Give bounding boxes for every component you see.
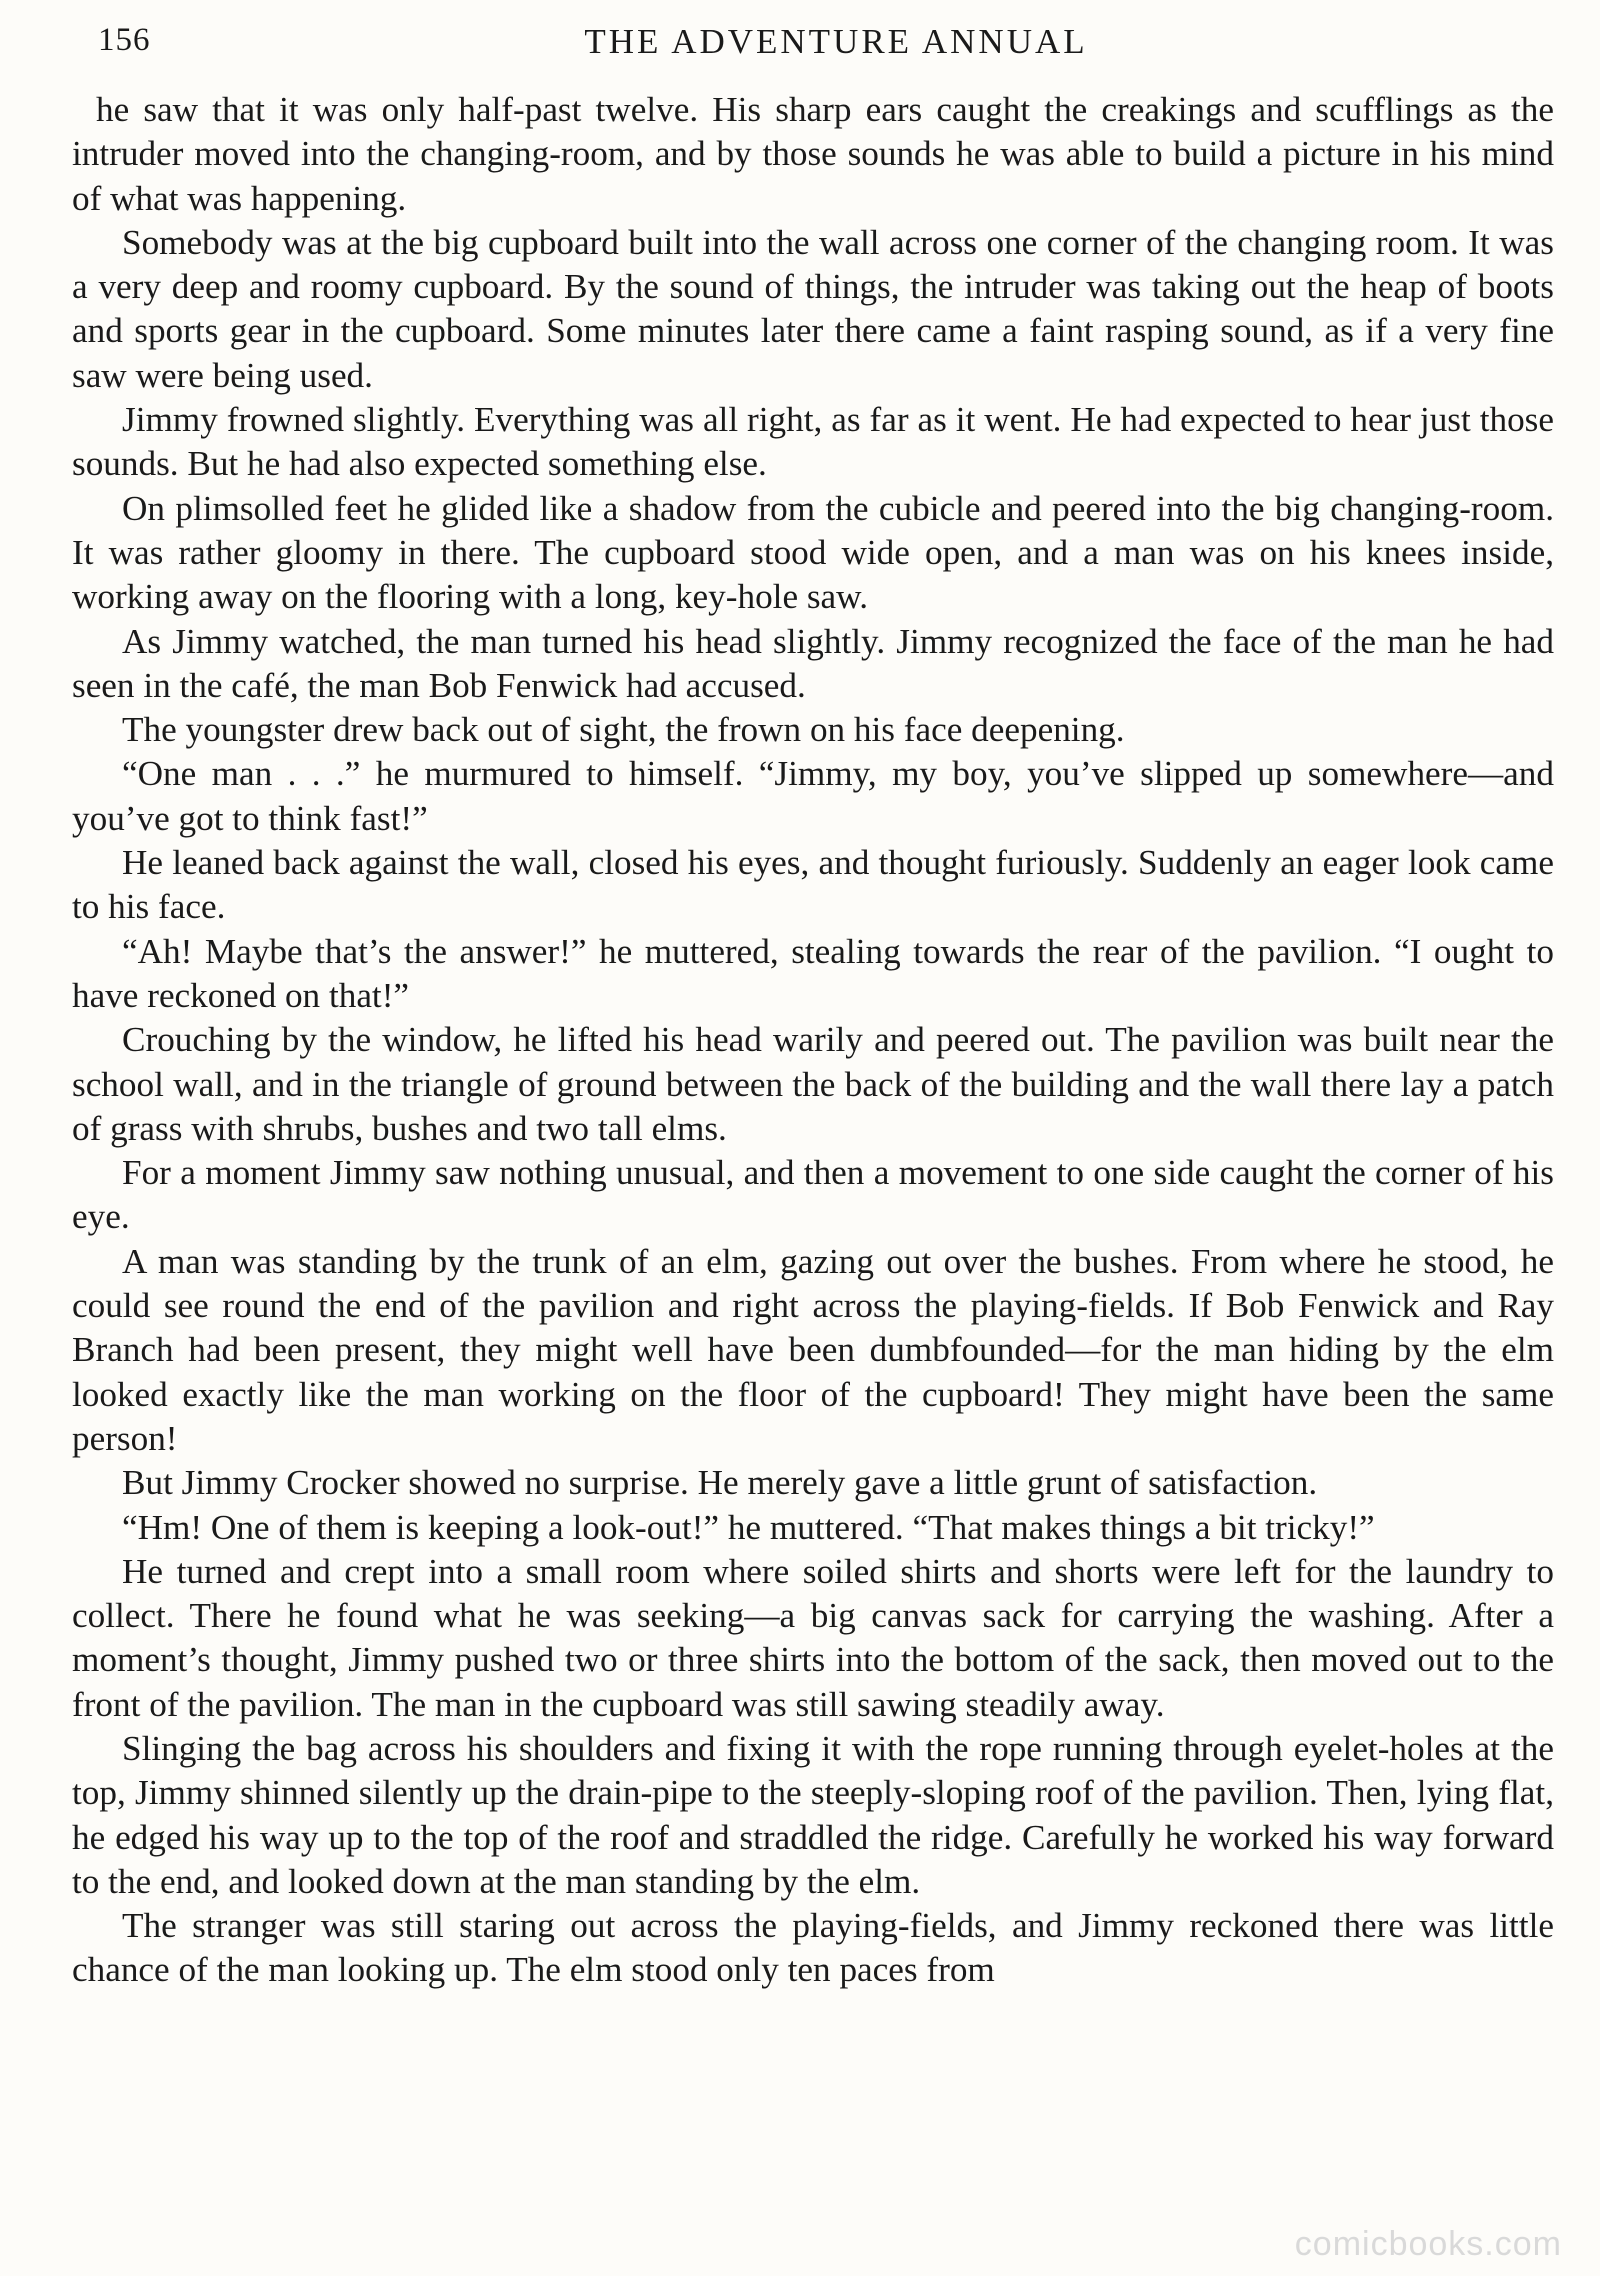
paragraph: he saw that it was only half-past twelve. His sharp ears caught the creakings and scufflings as the intruder moved into the changing-room, and by those sounds he was able to build a picture in his mind of what was happening. [72, 90, 1554, 218]
paragraph: Somebody was at the big cupboard built into the wall across one corner of the changing room. It was a very deep and roomy cupboard. By the sound of things, the intruder was taking out the heap of boots and sports gear in the cupboard. Some minutes later there came a faint rasping sound, as if a very fine saw were being used. [72, 222, 1554, 395]
page-header [98, 18, 1534, 74]
paragraph: Crouching by the window, he lifted his head warily and peered out. The pavilion was built near the school wall, and in the triangle of ground between the back of the building and the wall there lay a patch of grass with shrubs, bushes and two tall elms. [72, 1020, 1554, 1148]
paragraph: “One man . . .” he murmured to himself. “Jimmy, my boy, you’ve slipped up somewhere—and you’ve got to think fast!” [72, 754, 1554, 838]
paragraph: Slinging the bag across his shoulders and fixing it with the rope running through eyelet-holes at the top, Jimmy shinned silently up the drain-pipe to the steeply-sloping roof of the pavilion. Then, lying flat, he edged his way up to the top of the roof and straddled the ridge. Carefully he worked his way forward to the end, and looked down at the man standing by the elm. [72, 1728, 1554, 1901]
watermark: comicbooks.com [1294, 2225, 1562, 2263]
paragraph: He turned and crept into a small room where soiled shirts and shorts were left for the laundry to collect. There he found what he was seeking—a big canvas sack for carrying the washing. After a moment’s thought, Jimmy pushed two or three shirts into the bottom of the sack, then moved out to the front of the pavilion. The man in the cupboard was still sawing steadily away. [72, 1551, 1554, 1724]
paragraph: The youngster drew back out of sight, the frown on his face deepening. [122, 710, 1125, 750]
body-text [72, 88, 1554, 1993]
paragraph: The stranger was still staring out across the playing-fields, and Jimmy reckoned there was little chance of the man looking up. The elm stood only ten paces from [72, 1906, 1554, 1990]
running-title: THE ADVENTURE ANNUAL [584, 22, 1088, 61]
paragraph: He leaned back against the wall, closed his eyes, and thought furiously. Suddenly an eager look came to his face. [72, 843, 1554, 927]
page-number: 156 [98, 22, 151, 58]
paragraph: A man was standing by the trunk of an elm, gazing out over the bushes. From where he stood, he could see round the end of the pavilion and right across the playing-fields. If Bob Fenwick and Ray Branch had been present, they might well have been dumbfounded—for the man hiding by the elm looked exactly like the man working on the floor of the cupboard! They might have been the same person! [72, 1241, 1554, 1458]
paragraph: Jimmy frowned slightly. Everything was all right, as far as it went. He had expected to hear just those sounds. But he had also expected something else. [72, 400, 1554, 484]
paragraph: “Ah! Maybe that’s the answer!” he muttered, stealing towards the rear of the pavilion. “I ought to have reckoned on that!” [72, 931, 1554, 1015]
paragraph: But Jimmy Crocker showed no surprise. He merely gave a little grunt of satisfaction. [122, 1463, 1318, 1503]
paragraph: For a moment Jimmy saw nothing unusual, and then a movement to one side caught the corner of his eye. [72, 1153, 1554, 1237]
paragraph: “Hm! One of them is keeping a look-out!” he muttered. “That makes things a bit tricky!” [122, 1507, 1375, 1547]
paragraph: On plimsolled feet he glided like a shadow from the cubicle and peered into the big changing-room. It was rather gloomy in there. The cupboard stood wide open, and a man was on his knees inside, working away on the flooring with a long, key-hole saw. [72, 488, 1554, 617]
paragraph: As Jimmy watched, the man turned his head slightly. Jimmy recognized the face of the man he had seen in the café, the man Bob Fenwick had accused. [72, 621, 1554, 705]
